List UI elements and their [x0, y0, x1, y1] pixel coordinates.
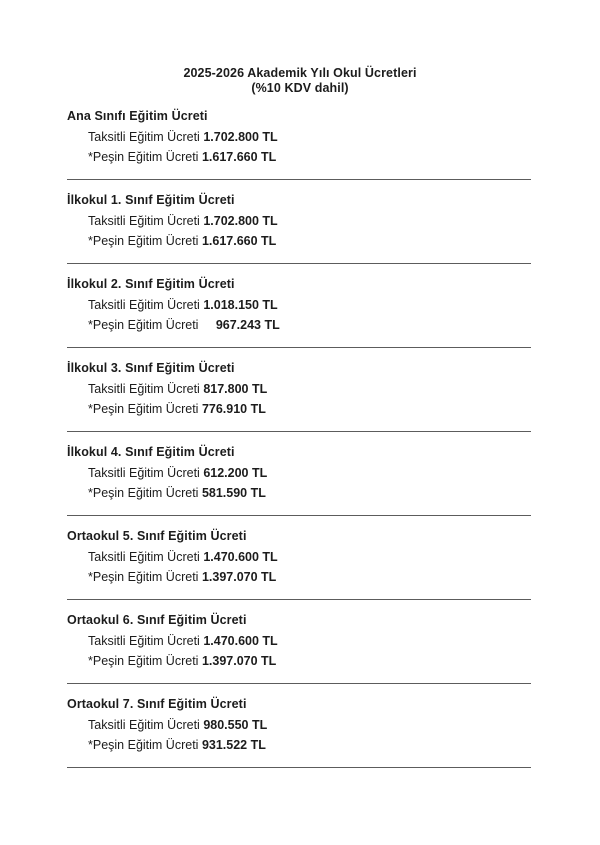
fee-row — [67, 231, 531, 251]
fee-rows — [67, 211, 531, 251]
fee-row — [67, 735, 531, 755]
fee-row — [67, 315, 531, 335]
fee-label: *Peşin Eğitim Ücreti — [88, 234, 199, 248]
fee-value: 1.702.800 TL — [203, 130, 278, 144]
fee-value: 931.522 TL — [201, 738, 266, 752]
fee-rows — [67, 631, 531, 671]
fee-rows — [67, 127, 531, 167]
section-divider — [67, 347, 531, 348]
section-divider — [67, 263, 531, 264]
fee-value: 1.470.600 TL — [203, 634, 278, 648]
fee-label: Taksitli Eğitim Ücreti — [88, 298, 200, 312]
fee-section-ortaokul-7 — [67, 696, 531, 768]
fee-section-ortaokul-6 — [67, 612, 531, 684]
section-heading: Ortaokul 6. Sınıf Eğitim Ücreti — [67, 613, 247, 627]
section-divider — [67, 179, 531, 180]
fee-label: Taksitli Eğitim Ücreti — [88, 382, 200, 396]
section-heading: İlkokul 3. Sınıf Eğitim Ücreti — [67, 361, 235, 375]
fee-row — [67, 547, 531, 567]
fee-label: Taksitli Eğitim Ücreti — [88, 634, 200, 648]
document-title: 2025-2026 Akademik Yılı Okul Ücretleri — [183, 66, 417, 80]
fee-section-ilkokul-2 — [67, 276, 531, 348]
fee-label: Taksitli Eğitim Ücreti — [88, 718, 200, 732]
fee-row — [67, 567, 531, 587]
fee-label: *Peşin Eğitim Ücreti — [88, 150, 199, 164]
fee-label: Taksitli Eğitim Ücreti — [88, 550, 200, 564]
fee-section-ilkokul-4 — [67, 444, 531, 516]
fee-rows — [67, 547, 531, 587]
fee-label: *Peşin Eğitim Ücreti — [88, 654, 199, 668]
fee-label: *Peşin Eğitim Ücreti — [88, 570, 199, 584]
fee-rows — [67, 463, 531, 503]
fee-row — [67, 295, 531, 315]
fee-rows — [67, 295, 531, 335]
fee-row — [67, 631, 531, 651]
fee-row — [67, 379, 531, 399]
section-divider — [67, 683, 531, 684]
fee-value: 1.470.600 TL — [203, 550, 278, 564]
fee-row — [67, 483, 531, 503]
section-heading: İlkokul 2. Sınıf Eğitim Ücreti — [67, 277, 235, 291]
fee-value: 1.702.800 TL — [203, 214, 278, 228]
fee-rows — [67, 379, 531, 419]
fee-label: Taksitli Eğitim Ücreti — [88, 130, 200, 144]
fee-row — [67, 715, 531, 735]
section-heading: İlkokul 1. Sınıf Eğitim Ücreti — [67, 193, 235, 207]
fee-label: Taksitli Eğitim Ücreti — [88, 466, 200, 480]
fee-row — [67, 211, 531, 231]
section-divider — [67, 599, 531, 600]
document-title-block — [0, 66, 600, 96]
fee-section-ana-sinifi — [67, 108, 531, 180]
fee-value: 980.550 TL — [203, 718, 268, 732]
section-heading: Ana Sınıfı Eğitim Ücreti — [67, 109, 208, 123]
fee-row — [67, 127, 531, 147]
section-heading: İlkokul 4. Sınıf Eğitim Ücreti — [67, 445, 235, 459]
fee-list — [67, 108, 531, 768]
fee-label: *Peşin Eğitim Ücreti — [88, 402, 199, 416]
fee-value: 1.397.070 TL — [201, 654, 277, 668]
fee-label: *Peşin Eğitim Ücreti — [88, 738, 199, 752]
section-divider — [67, 767, 531, 768]
fee-value: 1.617.660 TL — [201, 234, 277, 248]
fee-value: 612.200 TL — [203, 466, 268, 480]
fee-row — [67, 399, 531, 419]
fee-value: 1.018.150 TL — [203, 298, 278, 312]
fee-value: 967.243 TL — [201, 318, 280, 332]
fee-rows — [67, 715, 531, 755]
section-heading: Ortaokul 7. Sınıf Eğitim Ücreti — [67, 697, 247, 711]
fee-label: Taksitli Eğitim Ücreti — [88, 214, 200, 228]
section-heading: Ortaokul 5. Sınıf Eğitim Ücreti — [67, 529, 247, 543]
fee-label: *Peşin Eğitim Ücreti — [88, 318, 199, 332]
fee-value: 817.800 TL — [203, 382, 268, 396]
fee-row — [67, 651, 531, 671]
fee-value: 581.590 TL — [201, 486, 266, 500]
fee-value: 1.397.070 TL — [201, 570, 277, 584]
fee-label: *Peşin Eğitim Ücreti — [88, 486, 199, 500]
fee-section-ilkokul-3 — [67, 360, 531, 432]
fee-section-ilkokul-1 — [67, 192, 531, 264]
fee-value: 1.617.660 TL — [201, 150, 277, 164]
section-divider — [67, 431, 531, 432]
fee-value: 776.910 TL — [201, 402, 266, 416]
section-divider — [67, 515, 531, 516]
fee-row — [67, 463, 531, 483]
document-subtitle: (%10 KDV dahil) — [251, 81, 349, 95]
fee-section-ortaokul-5 — [67, 528, 531, 600]
fee-row — [67, 147, 531, 167]
